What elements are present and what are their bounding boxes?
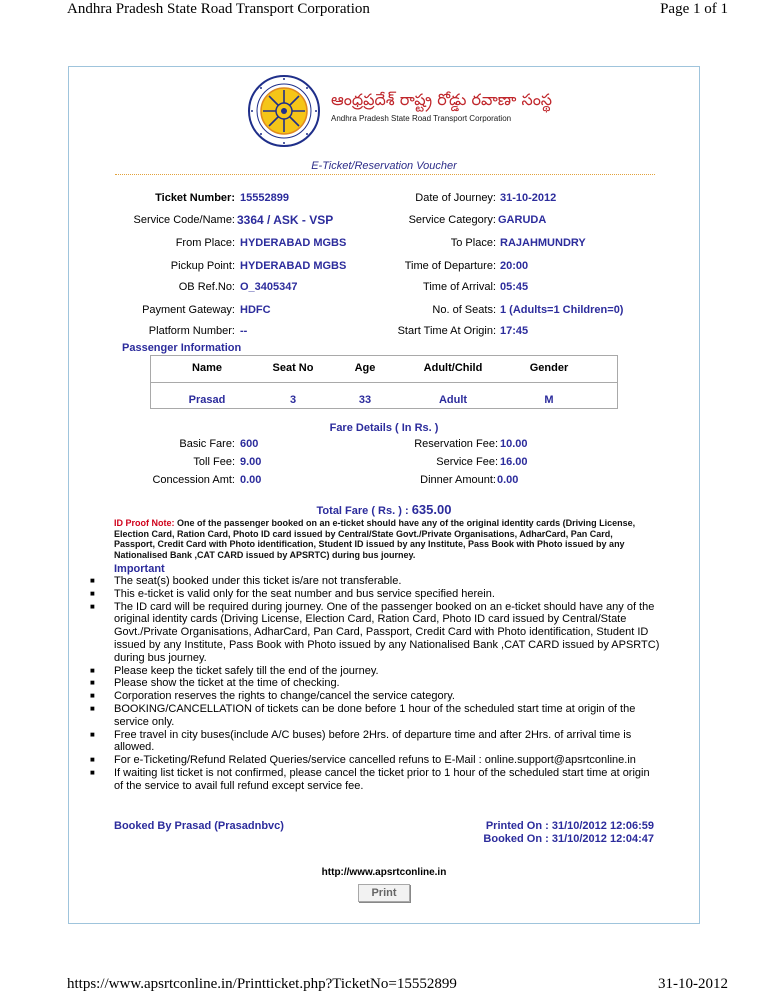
passenger-info-title: Passenger Information (122, 342, 242, 354)
list-item: ■ Free travel in city buses(include A/C buses) before 2Hrs. of departure time and after 2Hrs. of arrival time is allowed. (90, 729, 660, 755)
departure-time-label: Time of Departure: (404, 260, 496, 272)
ob-ref-label: OB Ref.No: (178, 281, 235, 293)
dinner-amount-label: Dinner Amount: (420, 474, 496, 486)
id-proof-note-text: One of the passenger booked on an e-ticket should have any of the original identity cards (Driving License, Election Card, Ration Card, Photo ID card issued by Central/State Govt./Private Organisations, AdharCard, Pan Card, Passport, Credit Card with Photo identification, Student ID issued by any Institute, Pass Book with Photo issued by any Nationalised Bank ,CAT CARD issued by APSRTC) during bus journey. (114, 518, 636, 560)
list-item: ■ Corporation reserves the rights to change/cancel the service category. (90, 690, 660, 703)
toll-fee-value: 9.00 (240, 456, 262, 468)
ticket-number-value: 15552899 (240, 192, 289, 204)
print-timestamps (483, 820, 654, 846)
date-of-journey-label: Date of Journey: (415, 192, 496, 204)
list-item: ■ This e-ticket is valid only for the seat number and bus service specified herein. (90, 588, 660, 601)
printed-on: Printed On : 31/10/2012 12:06:59 (485, 820, 654, 832)
logo-english-name: Andhra Pradesh State Road Transport Corporation (331, 114, 512, 123)
total-fare-label: Total Fare ( Rs. ) : (316, 505, 409, 517)
list-item: ■ The ID card will be required during journey. One of the passenger booked on an e-ticket should have any of the original identity cards (Driving License, Election Card, Ration Card, Photo ID card issued by Central/State Govt./Private Organisations, AdharCard, Pan Card, Passport, Credit Card with Photo identification, Student ID issued by any Institute, Pass Book with Photo issued by any Nationalised Bank ,CAT CARD issued by APSRTC) during bus journey. (90, 601, 660, 665)
concession-label: Concession Amt: (152, 474, 235, 486)
ob-ref-value: O_3405347 (240, 281, 298, 293)
date-of-journey-value: 31-10-2012 (500, 192, 557, 204)
payment-gateway-label: Payment Gateway: (142, 304, 235, 316)
column-header-adult-child: Adult/Child (423, 362, 483, 374)
list-item: ■ Please show the ticket at the time of checking. (90, 677, 660, 690)
passenger-seat: 3 (289, 394, 297, 406)
arrival-time-value: 05:45 (500, 281, 529, 293)
list-item: ■ Please keep the ticket safely till the end of the journey. (90, 665, 660, 678)
reservation-fee-label: Reservation Fee: (414, 438, 498, 450)
passenger-table (150, 355, 618, 409)
list-item: ■ The seat(s) booked under this ticket is/are not transferable. (90, 575, 660, 588)
start-time-value: 17:45 (500, 325, 529, 337)
important-title: Important (114, 563, 165, 575)
arrival-time-label: Time of Arrival: (423, 281, 496, 293)
total-fare (0, 502, 768, 517)
service-category-value: GARUDA (498, 214, 547, 226)
service-code-value: 3364 / ASK - VSP (237, 213, 334, 227)
concession-value: 0.00 (240, 474, 262, 486)
reservation-fee-value: 10.00 (500, 438, 528, 450)
voucher-title: E-Ticket/Reservation Voucher (311, 160, 457, 172)
start-time-label: Start Time At Origin: (397, 325, 496, 337)
page-header-title: Andhra Pradesh State Road Transport Corporation (67, 1, 370, 17)
seats-label: No. of Seats: (432, 304, 496, 316)
page-header-page-number: Page 1 of 1 (660, 1, 728, 17)
to-place-label: To Place: (450, 237, 496, 249)
list-item: ■ BOOKING/CANCELLATION of tickets can be done before 1 hour of the scheduled start time at origin of the service only. (90, 703, 660, 729)
passenger-age: 33 (358, 394, 372, 406)
service-fee-label: Service Fee: (436, 456, 498, 468)
from-place-value: HYDERABAD MGBS (240, 237, 347, 249)
title-divider (115, 174, 655, 175)
seats-value: 1 (Adults=1 Children=0) (500, 304, 624, 316)
list-item: ■ If waiting list ticket is not confirmed, please cancel the ticket prior to 1 hour of the scheduled start time at origin of the service to avail full refund except service fee. (90, 767, 660, 793)
passenger-adult-child: Adult (438, 394, 468, 406)
column-header-gender: Gender (529, 362, 569, 374)
pickup-point-value: HYDERABAD MGBS (240, 260, 347, 272)
page-footer-url: https://www.apsrtconline.in/Printticket.php?TicketNo=15552899 (67, 976, 457, 992)
payment-gateway-value: HDFC (240, 304, 271, 316)
important-list (90, 575, 660, 793)
ticket-number-label: Ticket Number: (155, 192, 235, 204)
table-divider (151, 382, 617, 383)
passenger-name: Prasad (188, 394, 226, 406)
platform-number-value: -- (240, 325, 248, 337)
basic-fare-label: Basic Fare: (179, 438, 235, 450)
dinner-amount-value: 0.00 (497, 474, 519, 486)
service-code-label: Service Code/Name: (133, 214, 235, 226)
pickup-point-label: Pickup Point: (170, 260, 235, 272)
booked-on: Booked On : 31/10/2012 12:04:47 (483, 833, 654, 845)
toll-fee-label: Toll Fee: (193, 456, 235, 468)
id-proof-note (114, 518, 654, 560)
service-fee-value: 16.00 (500, 456, 528, 468)
id-proof-note-label: ID Proof Note: (114, 518, 175, 528)
column-header-seat: Seat No (272, 362, 314, 374)
apsrtc-emblem-icon (247, 74, 321, 148)
print-button[interactable]: Print (358, 884, 410, 902)
passenger-gender: M (544, 394, 554, 406)
total-fare-value: 635.00 (411, 502, 452, 517)
basic-fare-value: 600 (240, 438, 259, 450)
booked-by: Booked By Prasad (Prasadnbvc) (114, 820, 284, 832)
column-header-name: Name (192, 362, 222, 374)
column-header-age: Age (354, 362, 376, 374)
page-footer-date: 31-10-2012 (658, 976, 728, 992)
platform-number-label: Platform Number: (148, 325, 235, 337)
fare-details-title: Fare Details ( In Rs. ) (329, 422, 439, 434)
logo-block (235, 70, 553, 150)
departure-time-value: 20:00 (500, 260, 529, 272)
logo-telugu-name: ఆంధ్రప్రదేశ్ రాష్ట్ర రోడ్డు రవాణా సంస్థ (331, 90, 553, 109)
list-item: ■ For e-Ticketing/Refund Related Queries/service cancelled refuns to E-Mail : online.support@apsrtconline.in (90, 754, 660, 767)
from-place-label: From Place: (175, 237, 235, 249)
to-place-value: RAJAHMUNDRY (500, 237, 586, 249)
site-url[interactable]: http://www.apsrtconline.in (321, 867, 447, 878)
service-category-label: Service Category: (408, 214, 496, 226)
